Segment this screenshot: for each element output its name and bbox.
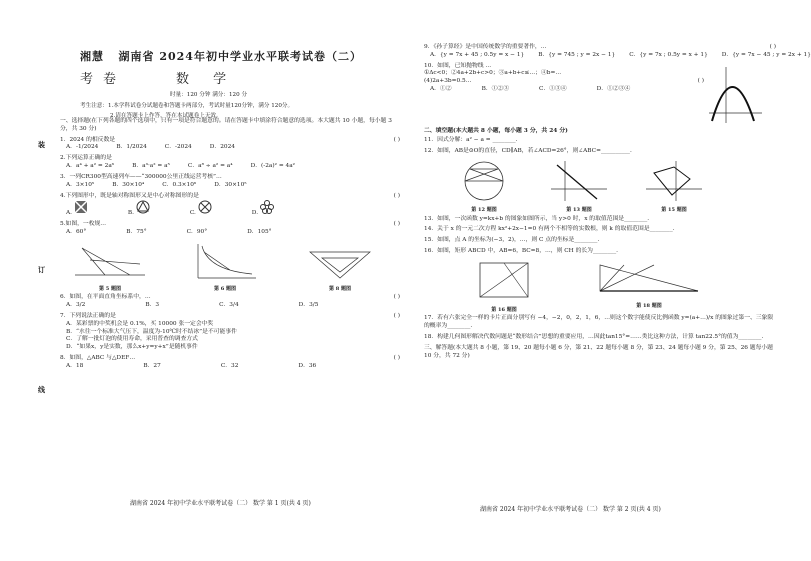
question-13: 13．如图，一次函数 y=kx+b 的图象如图所示，当 y>0 时，x 的取值范围是________.: [424, 215, 650, 222]
q1-c: C．-2024: [164, 144, 192, 151]
header: [80, 48, 400, 119]
figure-15-caption: 第 15 题图: [661, 206, 687, 213]
q8-d: D．36: [298, 362, 317, 369]
q6-d: D．3/5: [298, 302, 319, 309]
left-column: [60, 118, 400, 374]
q8-stem: 8．如图，△ABC 与△DEF…: [60, 355, 136, 361]
q9-paren: ( ): [769, 44, 776, 50]
figure-6-caption: 第 6 题图: [214, 285, 236, 292]
q4-b: B.: [128, 200, 150, 218]
q10-s2: (4)2a+3b=0.5…: [424, 78, 472, 85]
notice-1: 考生注意：1.本学科试卷分试题卷和答题卡两部分，考试时量120分钟，满分 120分。: [80, 103, 294, 109]
q1-a: A．-1/2024: [66, 144, 99, 151]
q7-c: C．了解一批灯泡的使用寿命，采用普查的调查方式: [66, 336, 198, 343]
q7-paren: ( ): [393, 312, 400, 319]
binding-zhuang: 装: [38, 140, 45, 149]
figure-5-diagram: [70, 240, 150, 282]
q7-stem: 7．下列说法正确的是: [60, 312, 116, 319]
figure-10-parabola: [704, 63, 764, 125]
q10-d: D．①②③④: [596, 86, 631, 93]
figure-13-line: [549, 159, 609, 203]
q9-stem: 9．《孙子算经》是中国传统数学的重要著作，…: [424, 44, 547, 50]
q8-a: A．18: [66, 362, 84, 369]
figure-5: [70, 240, 150, 293]
q6-a: A．3/2: [66, 302, 86, 309]
q7-a: A．某彩票的中奖机会是 0.1%，买 10000 张一定会中奖: [66, 320, 214, 327]
figures-row-2: [454, 159, 776, 214]
notice-2: 2.请在答题卡上作答，答在本试题卷上无效。: [110, 113, 222, 119]
question-15: 15．如图，点 A 的坐标为(−3，2)，…，则 C 点的坐标是________.: [424, 237, 600, 244]
figure-16-caption: 第 16 题图: [491, 306, 517, 313]
q4-a-figure-icon: [74, 200, 88, 214]
q9-b: B．{y = 745 ; y = 2x − 1}: [538, 51, 616, 58]
figure-6: [190, 240, 260, 293]
time-score: 时量：120 分钟 满分：120 分: [170, 92, 248, 98]
section-1-heading: 一、选择题(在下列各题的四个选项中，只有一项是符合题意的。请在答题卡中填涂符合题意的选项。本大题共 10 小题，每小题 3 分，共 30 分): [60, 118, 392, 132]
brand: 湘慧: [80, 50, 104, 63]
figure-8-caption: 第 8 题图: [329, 285, 351, 292]
figure-13: [549, 159, 609, 214]
figure-16-rectangle: [474, 259, 534, 303]
question-14: 14．关于 x 的一元二次方程 kx²+2x−1=0 有两个不相等的实数根，则 k 的取值范围是________.: [424, 226, 675, 233]
q9-a: A．{y = 7x + 45 ; 0.5y = x − 1}: [430, 51, 525, 58]
q3-stem: 3．一列CR300型高速列车——“300000公里正线运营考核”…: [60, 173, 222, 180]
footer-left: 湖南省 2024 年初中学业水平联考试卷（二） 数学 第 1 页(共 4 页): [130, 500, 311, 507]
figures-row-3: [474, 259, 776, 314]
figure-13-caption: 第 13 题图: [566, 206, 592, 213]
question-3: [60, 174, 400, 190]
q10-stem: 10．如图，已知抛物线 …: [424, 62, 492, 69]
question-11: 11．因式分解：a² − a = ________.: [424, 137, 518, 144]
q5-d: D．105°: [247, 228, 272, 235]
q1-paren: ( ): [393, 136, 400, 143]
q9-d: D．{y = 7x − 45 ; y = 2x + 1}: [721, 51, 811, 58]
q4-a: A.: [66, 200, 88, 218]
q10-s1: ①Δc<0；②4a+2b+c>0；③a+b+c≤…；④b=…: [424, 70, 562, 77]
q10-b: B．①②③: [481, 86, 510, 93]
kaojuan-label: 考卷: [80, 72, 127, 87]
q8-b: B．27: [143, 362, 161, 369]
q3-b: B．30×10⁴: [112, 181, 145, 188]
figure-15: [644, 159, 704, 214]
figure-8: [300, 240, 380, 293]
figure-18-triangle: [594, 259, 704, 299]
q7-d: D．“如果x，y是实数，那么x+y=y+x”是随机事件: [66, 344, 198, 351]
figure-12-circle: [454, 159, 514, 203]
figure-15-grid: [644, 159, 704, 203]
figure-18-caption: 第 18 题图: [636, 302, 662, 309]
q9-c: C．{y = 7x ; 0.5y = x + 1}: [629, 51, 708, 58]
question-6: [60, 294, 400, 310]
q6-paren: ( ): [393, 294, 400, 301]
q10-a: A．①②: [430, 86, 452, 93]
q2-d: D．(-2a)² = 4a²: [250, 163, 295, 170]
right-column: [424, 44, 811, 364]
q4-paren: ( ): [393, 192, 400, 199]
q2-b: B．a³·a² = a⁵: [132, 163, 170, 170]
exam-title: 湖南省 2024年初中学业水平联考试卷（二）: [118, 50, 362, 63]
q1-stem: 1．2024 的相反数是: [60, 136, 116, 143]
figures-row-1: [70, 240, 400, 293]
footer-right: 湖南省 2024 年初中学业水平联考试卷（二） 数学 第 2 页(共 4 页): [480, 506, 661, 513]
question-17: 17．若有六张完全一样的卡片正面分别写有 −4，−2，0，2，1，6，…则这个数字能使反比例函数 y=(a+…)/x 的图象过第一、三象限的概率为________.: [424, 315, 774, 330]
q4-b-figure-icon: [136, 200, 150, 214]
question-18: 18．构建几何图形解决代数问题是“数形结合”思想的重要应用，…因此tan15°=……类比这种方法，计算 tan22.5°的值为________.: [424, 334, 764, 341]
q3-d: D．30×10⁵: [214, 181, 247, 188]
q8-paren: ( ): [393, 355, 400, 361]
q6-stem: 6．如图，在平面直角坐标系中，…: [60, 294, 151, 301]
subject-label: 数 学: [176, 72, 237, 87]
question-1: [60, 137, 400, 153]
question-5: [60, 221, 400, 237]
q6-c: C．3/4: [219, 302, 239, 309]
q5-paren: ( ): [393, 221, 400, 228]
question-12: 12．如图，AB是⊙O的直径，CD∥AB，若∠ACD=26°，则∠ABC=__________.: [424, 148, 632, 155]
q7-b: B．“水往一个标准大气压下，温度为-10℃时不结冰”是不可能事件: [66, 328, 237, 335]
q4-d-figure-icon: [260, 200, 274, 214]
figure-12: [454, 159, 514, 214]
q10-c: C．①③④: [539, 86, 567, 93]
figure-12-caption: 第 12 题图: [471, 206, 497, 213]
q3-a: A．3×10⁵: [66, 181, 95, 188]
q4-d: D.: [252, 200, 274, 218]
question-2: [60, 155, 400, 171]
binding-ding: 订: [38, 265, 45, 274]
question-8: [60, 355, 400, 371]
q4-stem: 4.下列图形中，既是轴对称图形又是中心对称图形的是: [60, 192, 199, 199]
question-16: 16．如图，矩形 ABCD 中，AB=6，BC=8，…，则 CH 的长为________.: [424, 248, 618, 255]
figure-8-diagram: [300, 240, 380, 282]
figure-16: [474, 259, 534, 314]
figure-18: [594, 259, 704, 314]
figure-6-diagram: [190, 240, 260, 282]
question-7: [60, 313, 400, 352]
q5-b: B．75°: [126, 228, 147, 235]
q1-b: B．1/2024: [116, 144, 147, 151]
q5-a: A．60°: [66, 228, 87, 235]
binding-xian: 线: [38, 385, 45, 394]
question-10: [424, 63, 776, 125]
q2-stem: 2.下列运算正确的是: [60, 155, 112, 162]
q10-paren: ( ): [697, 78, 704, 85]
question-9: [424, 44, 811, 60]
page-title: [80, 48, 400, 64]
q5-c: C．90°: [186, 228, 208, 235]
q2-c: C．a⁸ ÷ a² = a⁴: [187, 163, 233, 170]
q4-c: C.: [190, 200, 212, 218]
section-2-heading: 二、填空题(本大题共 8 小题，每小题 3 分，共 24 分): [424, 127, 568, 134]
figure-5-caption: 第 5 题图: [99, 285, 121, 292]
q5-stem: 5.如图，一枚规…: [60, 221, 107, 228]
question-4: [60, 193, 400, 219]
q4-c-figure-icon: [198, 200, 212, 214]
section-3-heading: 三、解答题(本大题共 8 小题，第 19、20 题每小题 6 分，第 21、22 题每小题 8 分，第 23、24 题每小题 9 分，第 25、26 题每小题 10 分，共 72 分): [424, 344, 773, 359]
subject-row: [80, 68, 400, 87]
q2-a: A．a⁴ + a² = 2a⁶: [66, 163, 115, 170]
q8-c: C．32: [220, 362, 239, 369]
q6-b: B．3: [145, 302, 160, 309]
q3-c: C．0.3×10⁶: [162, 181, 197, 188]
q1-d: D．2024: [209, 144, 235, 151]
